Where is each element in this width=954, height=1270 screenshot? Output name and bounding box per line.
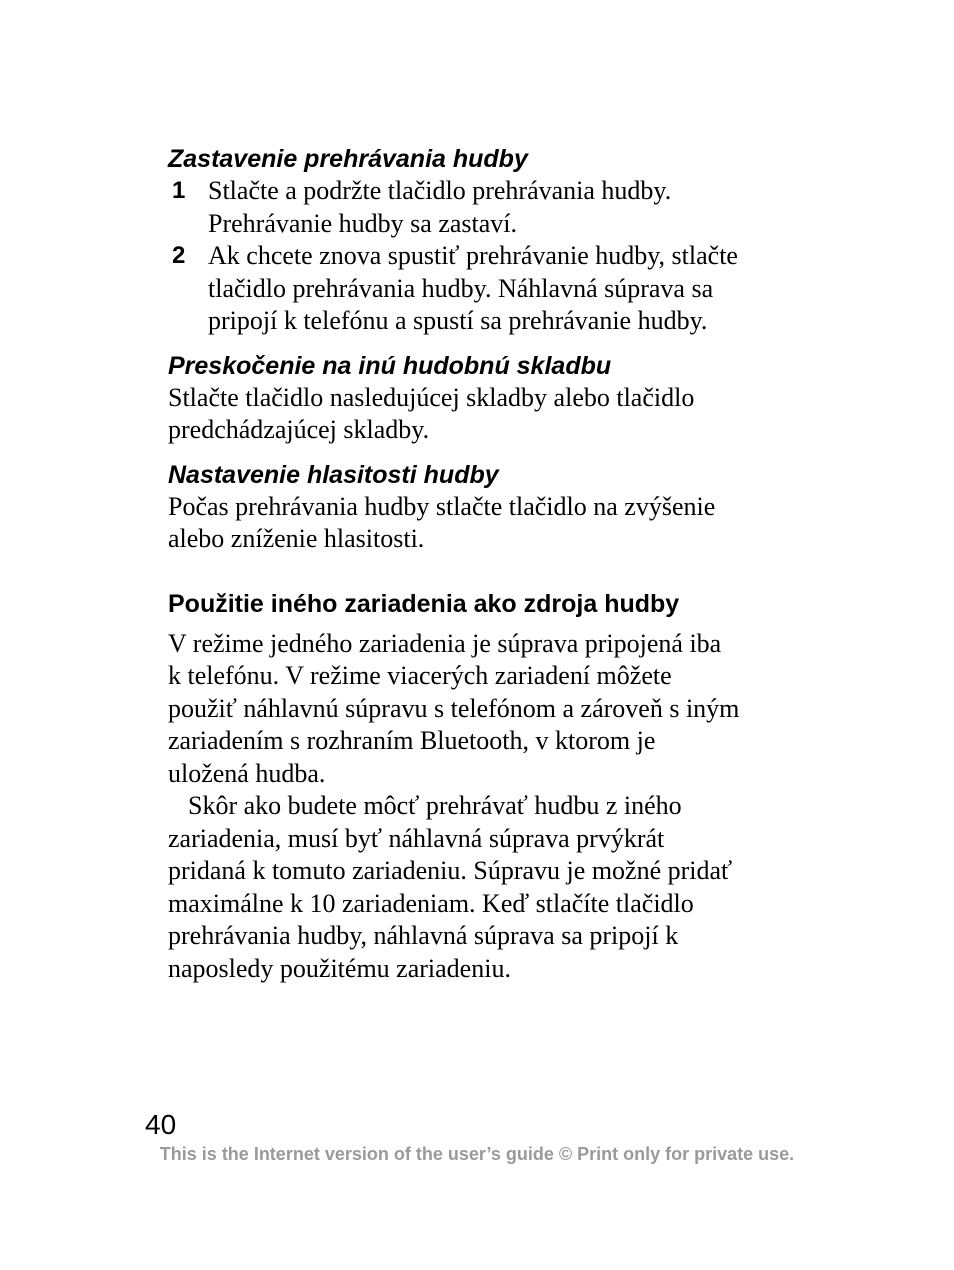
text-line: Počas prehrávania hudby stlačte tlačidlo na zvýšenie — [168, 491, 716, 521]
footer-notice: This is the Internet version of the user’s guide © Print only for private use. — [159, 1144, 795, 1164]
text-line: tlačidlo prehrávania hudby. Náhlavná súprava sa — [208, 273, 714, 303]
text-line: Ak chcete znova spustiť prehrávanie hudby, stlačte — [208, 241, 738, 270]
text-line: Stlačte tlačidlo nasledujúcej skladby alebo tlačidlo — [168, 382, 695, 412]
page-number: 40 — [145, 1109, 177, 1140]
step-text — [208, 240, 818, 338]
paragraph-other-source-2 — [168, 790, 818, 985]
text-line: pridaná k tomuto zariadeniu. Súpravu je možné pridať — [168, 856, 733, 885]
text-line: zariadenia, musí byť náhlavná súprava prvýkrát — [168, 823, 665, 853]
step-number: 2 — [172, 242, 186, 269]
step-number: 1 — [172, 177, 186, 204]
paragraph-skip-track — [168, 382, 818, 447]
text-line: Stlačte a podržte tlačidlo prehrávania hudby. — [208, 176, 672, 205]
text-line: uložená hudba. — [168, 758, 326, 788]
step-2 — [168, 240, 818, 338]
text-line: predchádzajúcej skladby. — [168, 415, 430, 444]
step-text — [208, 175, 818, 240]
step-1 — [168, 175, 818, 240]
text-line: zariadením s rozhraním Bluetooth, v ktorom je — [168, 726, 656, 755]
text-line: Skôr ako budete môcť prehrávať hudbu z iného — [188, 791, 682, 820]
text-line: naposledy použitému zariadeniu. — [168, 953, 511, 983]
document-body — [168, 143, 818, 985]
text-line: k telefónu. V režime viacerých zariadení môžete — [168, 661, 672, 690]
text-line: použiť náhlavnú súpravu s telefónom a zároveň s iným — [168, 693, 740, 723]
heading-volume: Nastavenie hlasitosti hudby — [168, 460, 499, 489]
text-line: V režime jedného zariadenia je súprava pripojená iba — [168, 628, 722, 658]
heading-stop-music: Zastavenie prehrávania hudby — [168, 145, 528, 173]
paragraph-other-source-1 — [168, 628, 818, 791]
text-line: pripojí k telefónu a spustí sa prehrávanie hudby. — [208, 306, 708, 335]
text-line: prehrávania hudby, náhlavná súprava sa pripojí k — [168, 921, 679, 950]
paragraph-volume — [168, 491, 818, 556]
text-line: maximálne k 10 zariadeniam. Keď stlačíte tlačidlo — [168, 888, 694, 918]
text-line: alebo zníženie hlasitosti. — [168, 524, 425, 553]
heading-other-source: Použitie iného zariadenia ako zdroja hudby — [168, 589, 680, 618]
text-line: Prehrávanie hudby sa zastaví. — [208, 208, 518, 238]
heading-skip-track: Preskočenie na inú hudobnú skladbu — [168, 351, 612, 380]
